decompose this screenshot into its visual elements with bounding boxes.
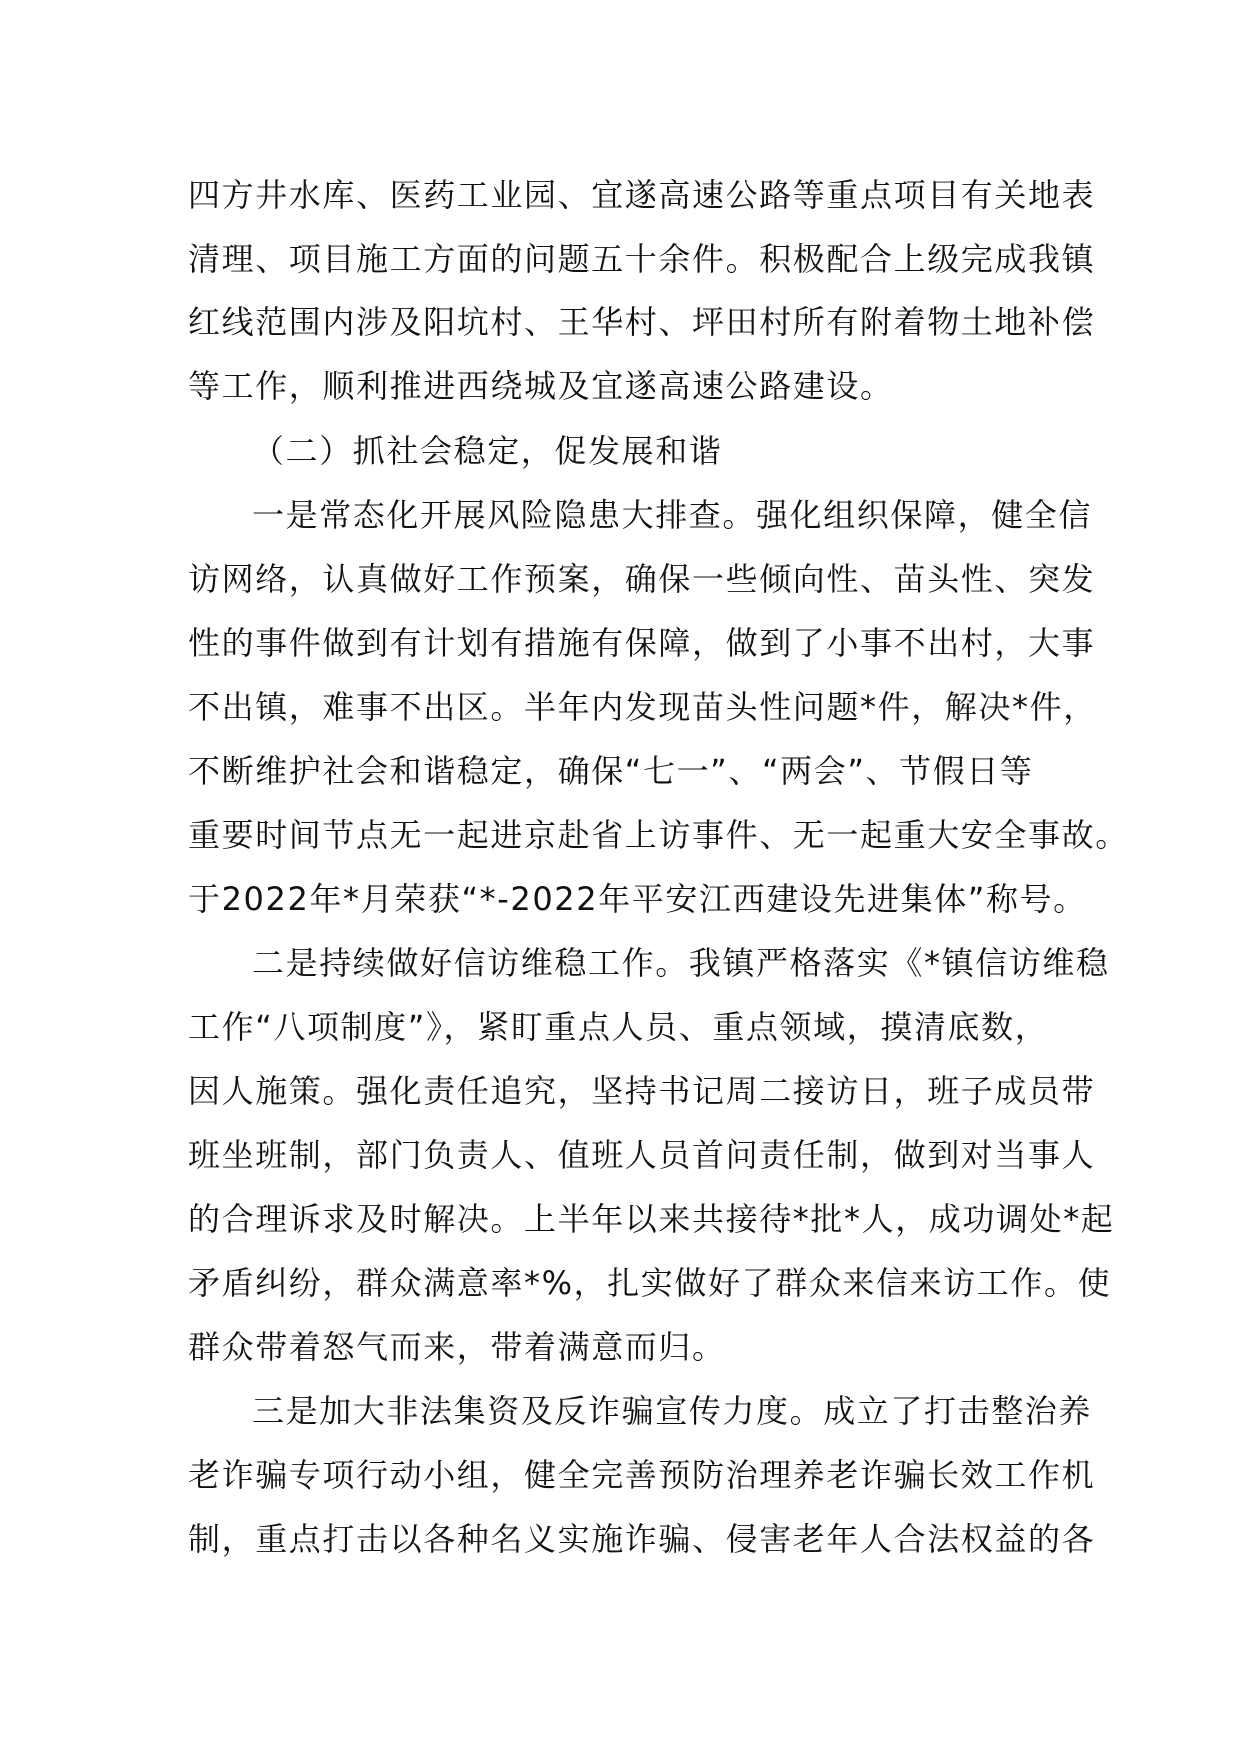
text-line: 老诈骗专项行动小组，健全完善预防治理养老诈骗长效工作机	[188, 1456, 1096, 1494]
section-heading: （二）抓社会稳定，促发展和谐	[252, 432, 723, 470]
text-line: 四方井水库、医药工业园、宜遂高速公路等重点项目有关地表	[188, 176, 1096, 214]
text-line: 制，重点打击以各种名义实施诈骗、侵害老年人合法权益的各	[188, 1520, 1096, 1558]
text-line: 清理、项目施工方面的问题五十余件。积极配合上级完成我镇	[188, 240, 1096, 278]
text-line: 二是持续做好信访维稳工作。我镇严格落实《*镇信访维稳	[252, 944, 1110, 982]
text-line: 重要时间节点无一起进京赴省上访事件、无一起重大安全事故。	[188, 816, 1129, 854]
text-line: 的合理诉求及时解决。上半年以来共接待*批*人，成功调处*起	[188, 1200, 1115, 1238]
text-line: 群众带着怒气而来，带着满意而归。	[188, 1328, 726, 1366]
text-line: 性的事件做到有计划有措施有保障，做到了小事不出村，大事	[188, 624, 1096, 662]
text-line: 班坐班制，部门负责人、值班人员首问责任制，做到对当事人	[188, 1136, 1096, 1174]
text-line: 等工作，顺利推进西绕城及宜遂高速公路建设。	[188, 367, 894, 405]
text-line: 因人施策。强化责任追究，坚持书记周二接访日，班子成员带	[188, 1072, 1096, 1110]
text-line: 三是加大非法集资及反诈骗宣传力度。成立了打击整治养	[252, 1392, 1093, 1430]
text-line: 访网络，认真做好工作预案，确保一些倾向性、苗头性、突发	[188, 560, 1096, 598]
text-line: 一是常态化开展风险隐患大排查。强化组织保障，健全信	[252, 496, 1093, 534]
text-line: 工作“八项制度”》，紧盯重点人员、重点领域，摸清底数，	[188, 1008, 1049, 1046]
text-line: 于2022年*月荣获“*-2022年平安江西建设先进集体”称号。	[188, 880, 1087, 918]
text-line: 不出镇，难事不出区。半年内发现苗头性问题*件，解决*件，	[188, 688, 1097, 726]
text-line: 不断维护社会和谐稳定，确保“七一”、“两会”、节假日等	[188, 752, 1034, 790]
text-line: 红线范围内涉及阳坑村、王华村、坪田村所有附着物土地补偿	[188, 303, 1096, 341]
text-line: 矛盾纠纷，群众满意率*%，扎实做好了群众来信来访工作。使	[188, 1264, 1112, 1302]
